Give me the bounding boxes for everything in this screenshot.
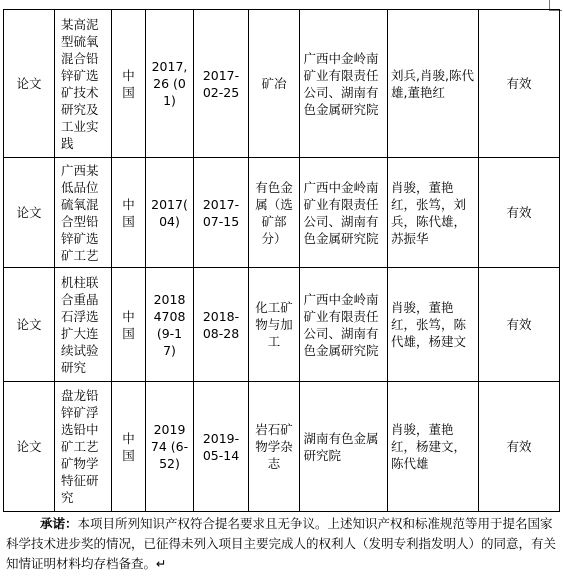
ip-title: 盘龙铅锌矿浮选铅中矿工艺矿物学特征研究 xyxy=(55,382,112,512)
ip-authors: 肖骏，董艳红，张笃，刘兵，陈代雄，苏振华 xyxy=(388,158,479,268)
ip-date: 2019-05-14 xyxy=(194,382,249,512)
commitment-text: 本项目所列知识产权符合提名要求且无争议。上述知识产权和标准规范等用于提名国家科学技术进步奖的情况，已征得未列入项目主要完成人的权利人（发明专利指发明人）的同意，有关知情证明材料均存档备查。↵ xyxy=(6,516,557,571)
ip-journal: 岩石矿物学杂志 xyxy=(249,382,300,512)
ip-journal: 矿冶 xyxy=(249,10,300,158)
ip-unit: 广西中金岭南矿业有限责任公司、湖南有色金属研究院 xyxy=(300,268,388,382)
ip-journal: 化工矿物与加工 xyxy=(249,268,300,382)
commitment-statement xyxy=(6,514,558,574)
ip-authors: 肖骏，董艳红，张笃，陈代雄，杨建文 xyxy=(388,268,479,382)
ip-country: 中国 xyxy=(112,268,146,382)
ip-date: 2018-08-28 xyxy=(194,268,249,382)
ip-table xyxy=(3,9,560,512)
ip-type: 论文 xyxy=(4,158,55,268)
ip-authors: 刘兵,肖骏,陈代雄,董艳红 xyxy=(388,10,479,158)
ip-type: 论文 xyxy=(4,268,55,382)
ip-country: 中国 xyxy=(112,10,146,158)
ip-issue: 20184708 (9-17) xyxy=(146,268,194,382)
ip-status: 有效 xyxy=(479,382,560,512)
ip-date: 2017-02-25 xyxy=(194,10,249,158)
ip-type: 论文 xyxy=(4,10,55,158)
ip-unit: 广西中金岭南矿业有限责任公司、湖南有色金属研究院 xyxy=(300,158,388,268)
ip-authors: 肖骏，董艳红，杨建文，陈代雄 xyxy=(388,382,479,512)
ip-date: 2017-07-15 xyxy=(194,158,249,268)
ip-status: 有效 xyxy=(479,268,560,382)
ip-country: 中国 xyxy=(112,158,146,268)
ip-unit: 广西中金岭南矿业有限责任公司、湖南有色金属研究院 xyxy=(300,10,388,158)
ip-type: 论文 xyxy=(4,382,55,512)
ip-status: 有效 xyxy=(479,158,560,268)
commitment-lead: 承诺： xyxy=(40,516,78,531)
table-row xyxy=(4,10,560,158)
ip-journal: 有色金属（选矿部分） xyxy=(249,158,300,268)
table-row xyxy=(4,158,560,268)
ip-title: 机柱联合重晶石浮选扩大连续试验研究 xyxy=(55,268,112,382)
table-row xyxy=(4,382,560,512)
ip-country: 中国 xyxy=(112,382,146,512)
ip-issue: 201974 (6-52) xyxy=(146,382,194,512)
ip-status: 有效 xyxy=(479,10,560,158)
ip-unit: 湖南有色金属研究院 xyxy=(300,382,388,512)
ip-title: 某高泥型硫氧混合铅锌矿选矿技术研究及工业实践 xyxy=(55,10,112,158)
ip-issue: 2017, 26 (01) xyxy=(146,10,194,158)
ip-issue: 2017( 04) xyxy=(146,158,194,268)
table-row xyxy=(4,268,560,382)
ip-title: 广西某低品位硫氧混合型铅锌矿选矿工艺 xyxy=(55,158,112,268)
